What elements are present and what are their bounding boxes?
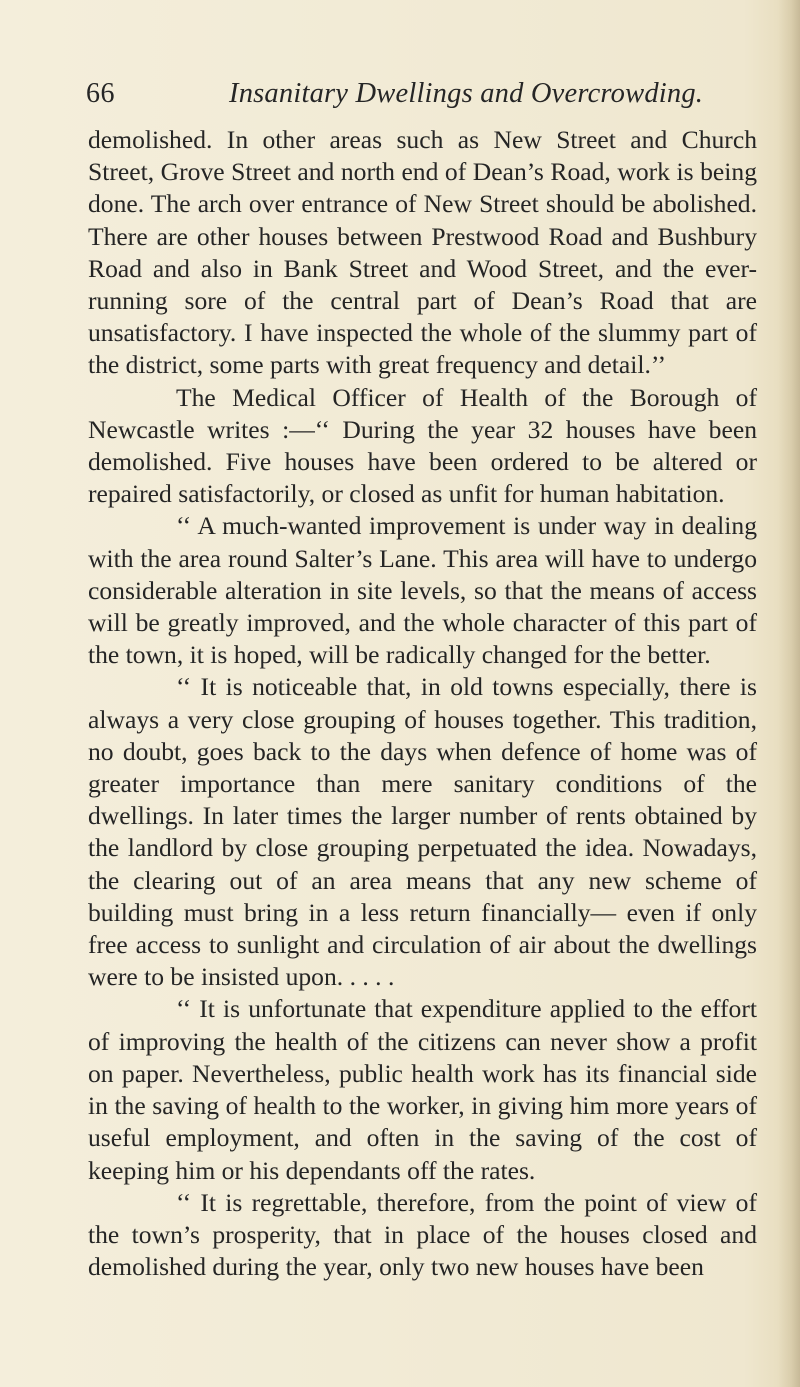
page-number: 66 — [86, 78, 115, 109]
body-text — [88, 124, 757, 1283]
paragraph: ‘‘ It is noticeable that, in old towns especially, there is always a very close grouping of houses together. This tradition, no doubt, goes back to the days when defence of home was of greater importance than mere sanitary conditions of the dwellings. In later times the larger number of rents obtained by the landlord by close grouping perpetuated the idea. Nowadays, the clearing out of an area means that any new scheme of building must bring in a less return financially— even if only free access to sunlight and circulation of air about the dwellings were to be insisted upon. . . . . — [88, 672, 757, 992]
page-edge-shadow — [778, 0, 800, 1387]
paragraph: ‘‘ It is unfortunate that expenditure applied to the effort of improving the health of the citizens can never show a profit on paper. Nevertheless, public health work has its financial side in the saving of health to the worker, in giving him more years of useful employment, and often in the saving of the cost of keeping him or his dependants off the rates. — [88, 994, 757, 1185]
paragraph: ‘‘ It is regrettable, therefore, from the point of view of the town’s prosperity, that in place of the houses closed and demolished during the year, only two new houses have been — [88, 1187, 757, 1282]
running-title: Insanitary Dwellings and Overcrowding. — [229, 78, 704, 109]
paragraph: The Medical Officer of Health of the Borough of Newcastle writes :—‘‘ During the year 32 houses have been demolished. Five houses have been ordered to be altered or repaired satisfactorily, or closed as unfit for human habitation. — [88, 382, 757, 509]
paragraph: demolished. In other areas such as New Street and Church Street, Grove Street and north end of Dean’s Road, work is being done. The arch over entrance of New Street should be abolished. There are other houses between Prestwood Road and Bushbury Road and also in Bank Street and Wood Street, and the ever-running sore of the central part of Dean’s Road that are unsatisfactory. I have inspected the whole of the slummy part of the district, some parts with great frequency and detail.’’ — [88, 125, 757, 380]
running-head — [86, 74, 746, 114]
paragraph: ‘‘ A much-wanted improvement is under way in dealing with the area round Salter’s Lane. This area will have to undergo considerable alteration in site levels, so that the means of access will be greatly improved, and the whole character of this part of the town, it is hoped, will be radically changed for the better. — [88, 511, 757, 670]
